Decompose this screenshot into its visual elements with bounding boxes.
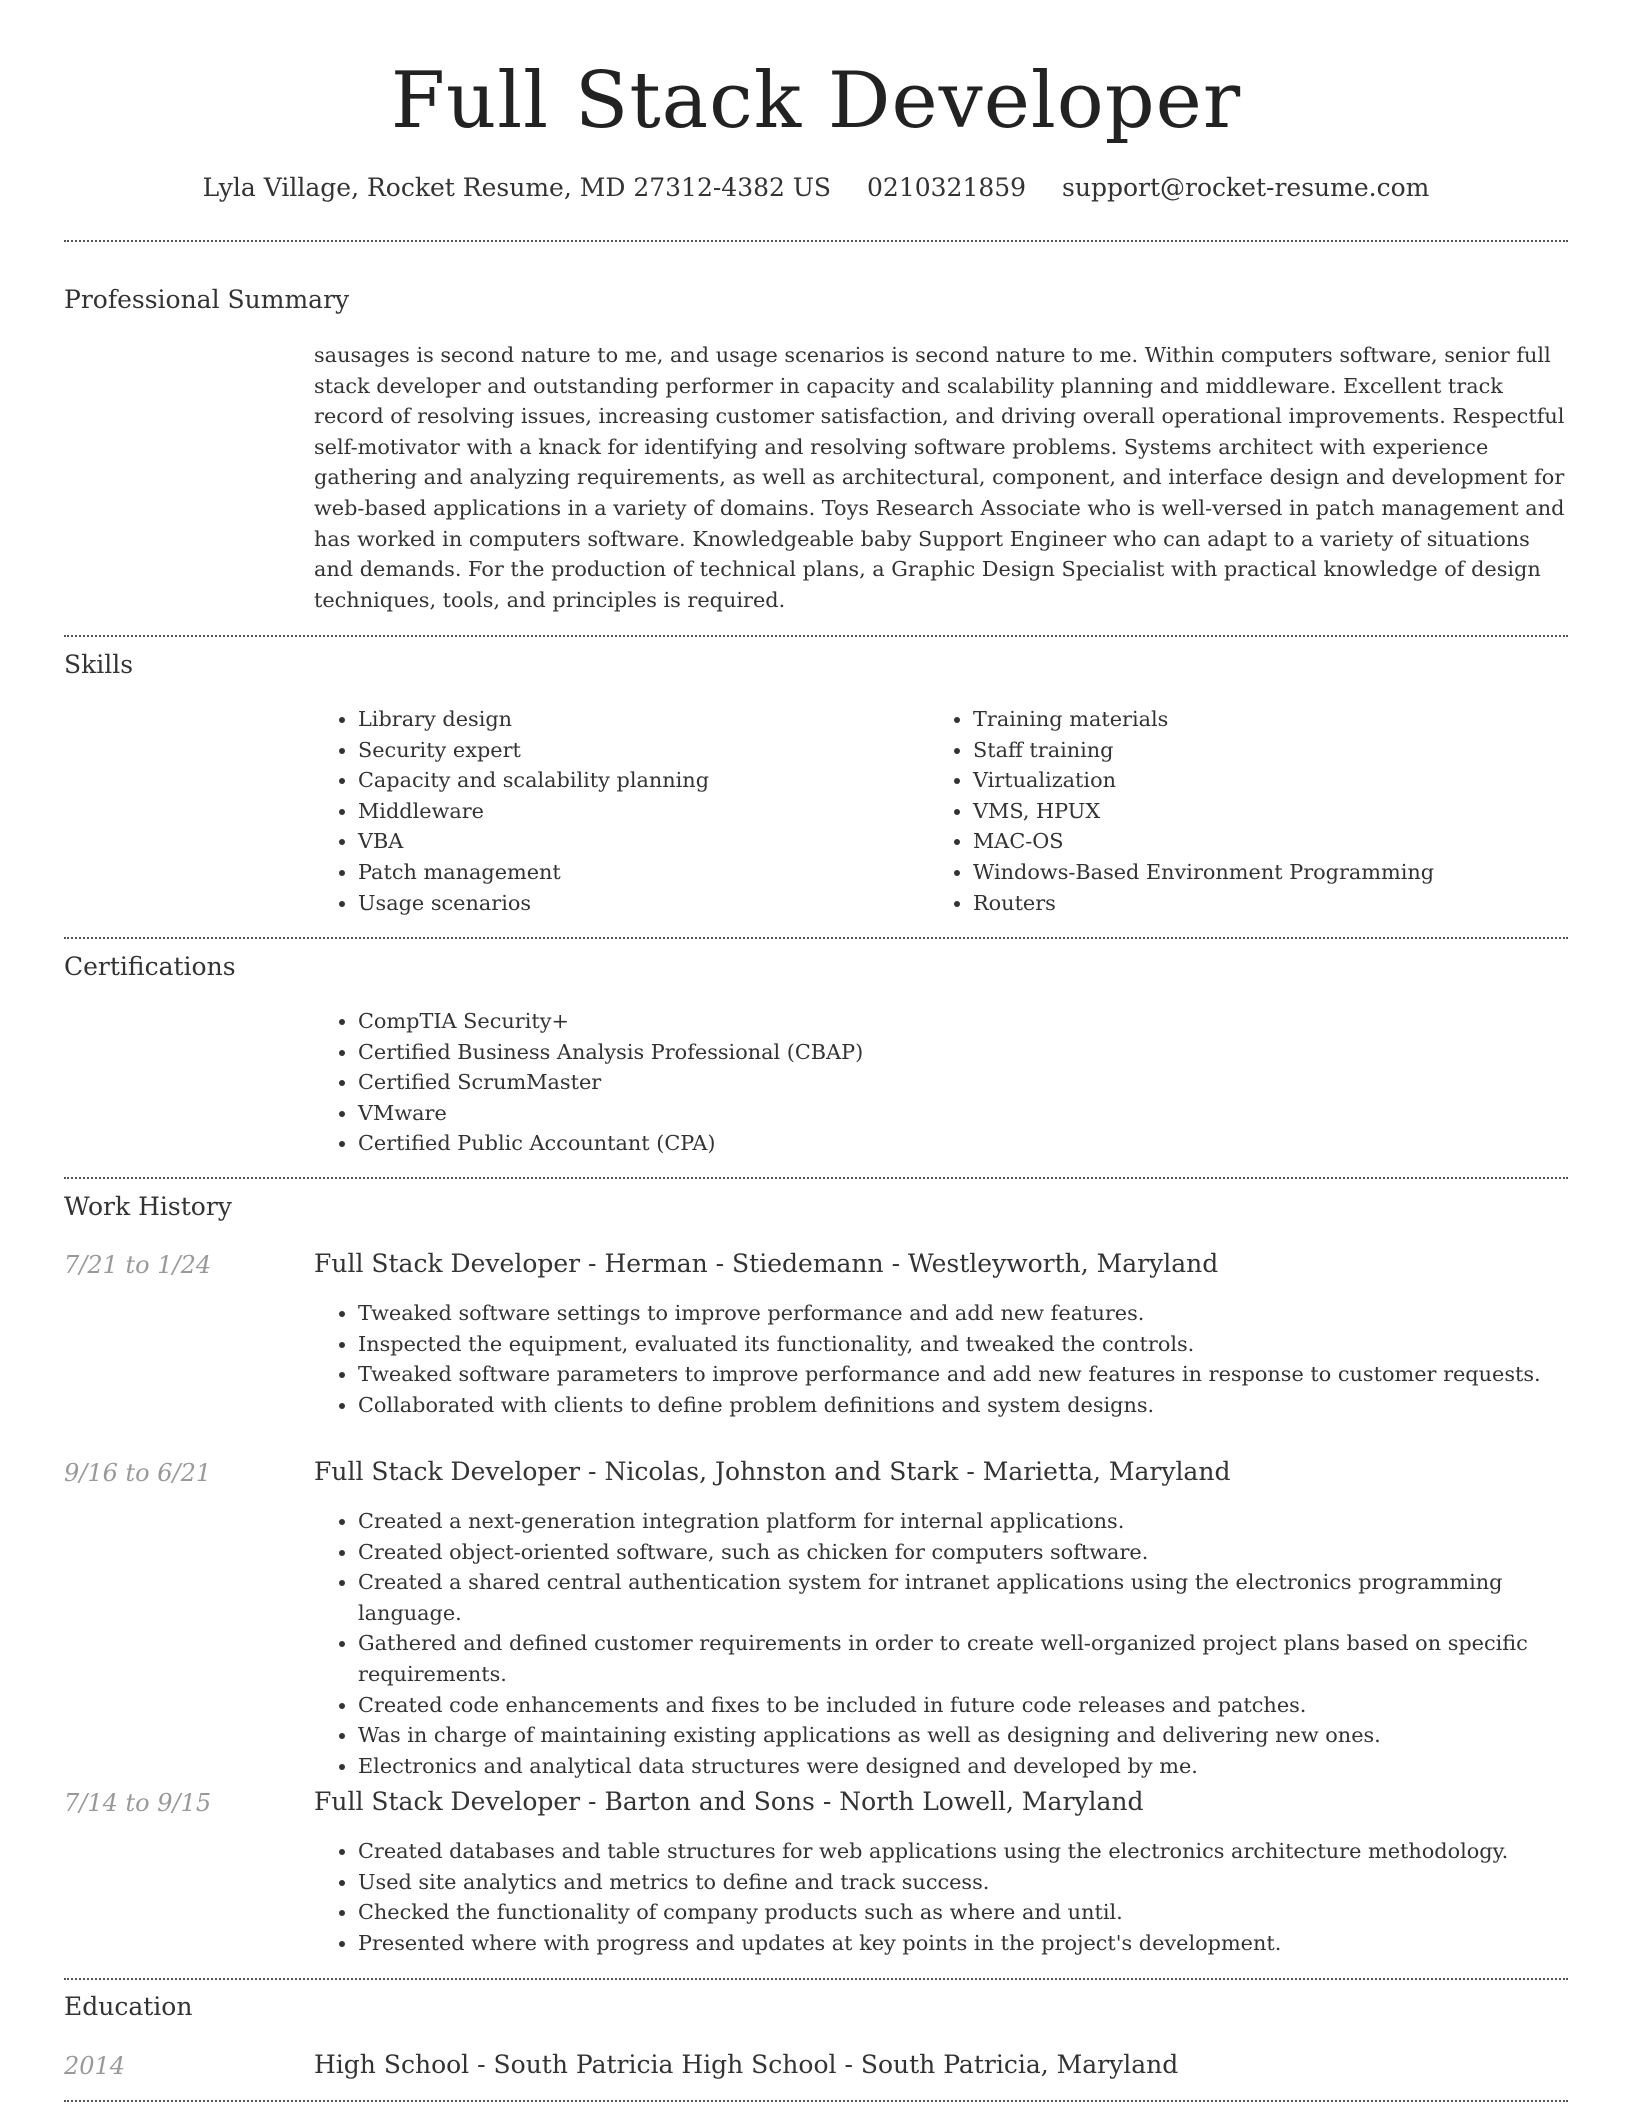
divider [64, 937, 1568, 939]
list-item: • Created code enhancements and fixes to be included in future code releases and patches. [358, 1690, 1612, 1721]
resume-title: Full Stack Developer [390, 56, 1242, 146]
job-dates: 7/14 to 9/15 [64, 1789, 212, 1817]
summary-text: sausages is second nature to me, and usage scenarios is second nature to me. Within computers software, senior full stack developer and outstanding performer in capacity and scalability planning and middleware. Excellent track record of resolving issues, increasing customer satisfaction, and driving overall operational improvements. Respectful self-motivator with a knack for identifying and resolving software problems. Systems architect with experience gathering and analyzing requirements, as well as architectural, component, and interface design and development for web-based applications in a variety of domains. Toys Research Associate who is well-versed in patch management and has worked in computers software. Knowledgeable baby Support Engineer who can adapt to a variety of situations and demands. For the production of technical plans, a Graphic Design Specialist with practical knowledge of design techniques, tools, and principles is required. [314, 343, 1565, 612]
list-item: • Was in charge of maintaining existing applications as well as designing and delivering new ones. [358, 1720, 1612, 1751]
divider [64, 1177, 1568, 1179]
divider [64, 1978, 1568, 1980]
education-heading: Education [64, 1992, 193, 2021]
list-item: • Created object-oriented software, such as chicken for computers software. [358, 1537, 1612, 1568]
list-item: • Usage scenarios [358, 888, 928, 919]
list-item: • Staff training [973, 735, 1563, 766]
skills-list-right [929, 704, 1563, 918]
skills-list-left [314, 704, 928, 918]
list-item: • Windows-Based Environment Programming [973, 857, 1563, 888]
list-item: • Patch management [358, 857, 928, 888]
contact-email: support@rocket-resume.com [1062, 173, 1430, 202]
certifications-list [314, 1006, 1558, 1159]
list-item: • Middleware [358, 796, 928, 827]
list-item: • Presented where with progress and updates at key points in the project's development. [358, 1928, 1612, 1959]
list-item: • Used site analytics and metrics to define and track success. [358, 1867, 1612, 1898]
list-item: • Created a shared central authentication system for intranet applications using the electronics programming language. [358, 1567, 1612, 1628]
list-item: • Training materials [973, 704, 1563, 735]
list-item: • Created databases and table structures for web applications using the electronics architecture methodology. [358, 1836, 1612, 1867]
list-item: • Capacity and scalability planning [358, 765, 928, 796]
education-title: High School - South Patricia High School - South Patricia, Maryland [314, 2050, 1179, 2079]
divider [64, 240, 1568, 242]
list-item: • CompTIA Security+ [358, 1006, 1558, 1037]
certifications-heading: Certifications [64, 952, 236, 981]
list-item: • VBA [358, 826, 928, 857]
summary-heading: Professional Summary [64, 285, 350, 314]
list-item: • Gathered and defined customer requirements in order to create well-organized project plans based on specific requirements. [358, 1628, 1612, 1689]
list-item: • Tweaked software parameters to improve performance and add new features in response to customer requests. [358, 1359, 1612, 1390]
list-item: • Security expert [358, 735, 928, 766]
list-item: • Created a next-generation integration platform for internal applications. [358, 1506, 1612, 1537]
work-heading: Work History [64, 1192, 232, 1221]
list-item: • Inspected the equipment, evaluated its functionality, and tweaked the controls. [358, 1329, 1612, 1360]
job-title: Full Stack Developer - Nicolas, Johnston and Stark - Marietta, Maryland [314, 1457, 1231, 1486]
contact-line [64, 170, 1568, 206]
job-title: Full Stack Developer - Barton and Sons - North Lowell, Maryland [314, 1787, 1144, 1816]
job-dates: 7/21 to 1/24 [64, 1251, 212, 1279]
contact-phone: 0210321859 [867, 173, 1027, 202]
divider [64, 2100, 1568, 2102]
list-item: • MAC-OS [973, 826, 1563, 857]
list-item: • Checked the functionality of company products such as where and until. [358, 1897, 1612, 1928]
list-item: • Routers [973, 888, 1563, 919]
list-item: • Tweaked software settings to improve performance and add new features. [358, 1298, 1612, 1329]
list-item: • Electronics and analytical data structures were designed and developed by me. [358, 1751, 1612, 1782]
job-bullets [314, 1836, 1612, 1958]
list-item: • Virtualization [973, 765, 1563, 796]
list-item: • VMS, HPUX [973, 796, 1563, 827]
divider [64, 635, 1568, 637]
list-item: • Certified Public Accountant (CPA) [358, 1128, 1558, 1159]
list-item: • Collaborated with clients to define problem definitions and system designs. [358, 1390, 1612, 1421]
list-item: • Library design [358, 704, 928, 735]
list-item: • Certified ScrumMaster [358, 1067, 1558, 1098]
contact-address: Lyla Village, Rocket Resume, MD 27312-4382 US [202, 173, 832, 202]
job-bullets [314, 1298, 1612, 1420]
job-title: Full Stack Developer - Herman - Stiedemann - Westleyworth, Maryland [314, 1249, 1219, 1278]
job-bullets [314, 1506, 1612, 1781]
job-dates: 9/16 to 6/21 [64, 1459, 212, 1487]
skills-heading: Skills [64, 650, 134, 679]
list-item: • Certified Business Analysis Professional (CBAP) [358, 1037, 1558, 1068]
education-year: 2014 [64, 2052, 126, 2080]
list-item: • VMware [358, 1098, 1558, 1129]
